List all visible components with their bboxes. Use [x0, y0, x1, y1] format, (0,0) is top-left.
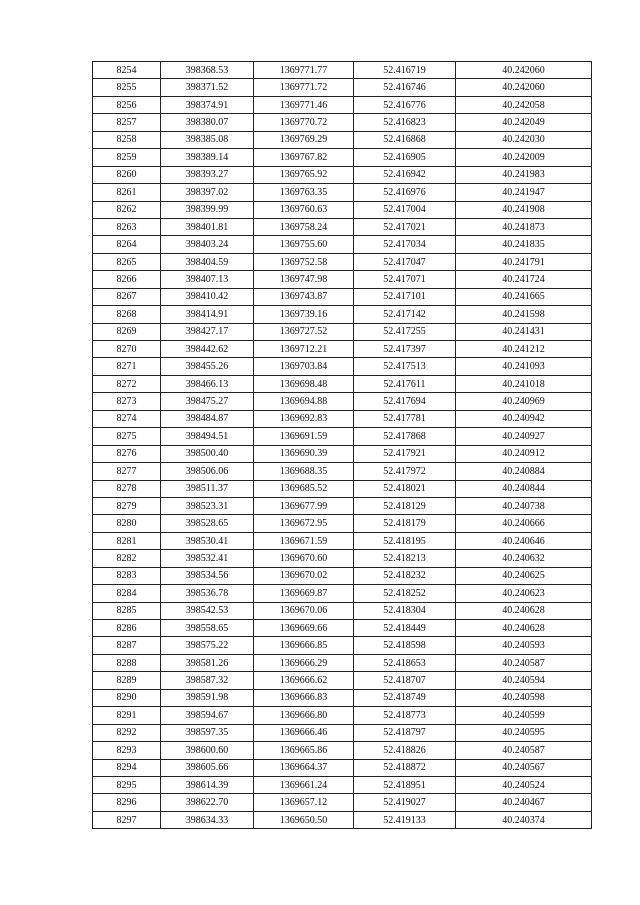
point-number-cell: 8295	[93, 776, 161, 793]
x-coordinate-cell: 398634.33	[161, 811, 254, 828]
table-row	[93, 585, 592, 602]
longitude-cell: 40.240595	[456, 724, 592, 741]
table-row	[93, 724, 592, 741]
x-coordinate-cell: 398494.51	[161, 428, 254, 445]
table-row	[93, 689, 592, 706]
y-coordinate-cell: 1369669.87	[254, 585, 354, 602]
y-coordinate-cell: 1369688.35	[254, 463, 354, 480]
latitude-cell: 52.416868	[354, 131, 456, 148]
longitude-cell: 40.240467	[456, 794, 592, 811]
x-coordinate-cell: 398466.13	[161, 375, 254, 392]
x-coordinate-cell: 398594.67	[161, 707, 254, 724]
y-coordinate-cell: 1369752.58	[254, 253, 354, 270]
y-coordinate-cell: 1369739.16	[254, 306, 354, 323]
point-number-cell: 8258	[93, 131, 161, 148]
x-coordinate-cell: 398506.06	[161, 463, 254, 480]
point-number-cell: 8290	[93, 689, 161, 706]
point-number-cell: 8273	[93, 393, 161, 410]
latitude-cell: 52.419133	[354, 811, 456, 828]
x-coordinate-cell: 398614.39	[161, 776, 254, 793]
longitude-cell: 40.242009	[456, 149, 592, 166]
x-coordinate-cell: 398389.14	[161, 149, 254, 166]
latitude-cell: 52.418797	[354, 724, 456, 741]
table-row	[93, 532, 592, 549]
x-coordinate-cell: 398575.22	[161, 637, 254, 654]
y-coordinate-cell: 1369650.50	[254, 811, 354, 828]
latitude-cell: 52.418129	[354, 497, 456, 514]
point-number-cell: 8277	[93, 463, 161, 480]
longitude-cell: 40.241873	[456, 218, 592, 235]
longitude-cell: 40.240598	[456, 689, 592, 706]
point-number-cell: 8256	[93, 96, 161, 113]
latitude-cell: 52.417255	[354, 323, 456, 340]
x-coordinate-cell: 398536.78	[161, 585, 254, 602]
x-coordinate-cell: 398511.37	[161, 480, 254, 497]
y-coordinate-cell: 1369666.62	[254, 672, 354, 689]
x-coordinate-cell: 398591.98	[161, 689, 254, 706]
longitude-cell: 40.241724	[456, 271, 592, 288]
y-coordinate-cell: 1369763.35	[254, 184, 354, 201]
x-coordinate-cell: 398500.40	[161, 445, 254, 462]
latitude-cell: 52.417397	[354, 341, 456, 358]
point-number-cell: 8292	[93, 724, 161, 741]
y-coordinate-cell: 1369666.29	[254, 654, 354, 671]
point-number-cell: 8275	[93, 428, 161, 445]
table-row	[93, 236, 592, 253]
x-coordinate-cell: 398484.87	[161, 410, 254, 427]
table-row	[93, 323, 592, 340]
y-coordinate-cell: 1369771.46	[254, 96, 354, 113]
y-coordinate-cell: 1369743.87	[254, 288, 354, 305]
x-coordinate-cell: 398600.60	[161, 742, 254, 759]
longitude-cell: 40.240593	[456, 637, 592, 654]
table-row	[93, 166, 592, 183]
table-row	[93, 550, 592, 567]
latitude-cell: 52.417142	[354, 306, 456, 323]
x-coordinate-cell: 398528.65	[161, 515, 254, 532]
point-number-cell: 8260	[93, 166, 161, 183]
x-coordinate-cell: 398393.27	[161, 166, 254, 183]
latitude-cell: 52.418653	[354, 654, 456, 671]
x-coordinate-cell: 398380.07	[161, 114, 254, 131]
y-coordinate-cell: 1369666.46	[254, 724, 354, 741]
table-row	[93, 306, 592, 323]
table-row	[93, 654, 592, 671]
longitude-cell: 40.240969	[456, 393, 592, 410]
y-coordinate-cell: 1369677.99	[254, 497, 354, 514]
longitude-cell: 40.241018	[456, 375, 592, 392]
table-row	[93, 497, 592, 514]
table-row	[93, 393, 592, 410]
point-number-cell: 8287	[93, 637, 161, 654]
latitude-cell: 52.417921	[354, 445, 456, 462]
point-number-cell: 8280	[93, 515, 161, 532]
longitude-cell: 40.240646	[456, 532, 592, 549]
latitude-cell: 52.417694	[354, 393, 456, 410]
x-coordinate-cell: 398385.08	[161, 131, 254, 148]
latitude-cell: 52.418304	[354, 602, 456, 619]
x-coordinate-cell: 398475.27	[161, 393, 254, 410]
point-number-cell: 8254	[93, 62, 161, 79]
latitude-cell: 52.417047	[354, 253, 456, 270]
y-coordinate-cell: 1369670.02	[254, 567, 354, 584]
latitude-cell: 52.417004	[354, 201, 456, 218]
table-row	[93, 620, 592, 637]
point-number-cell: 8262	[93, 201, 161, 218]
longitude-cell: 40.240942	[456, 410, 592, 427]
y-coordinate-cell: 1369694.88	[254, 393, 354, 410]
longitude-cell: 40.241983	[456, 166, 592, 183]
longitude-cell: 40.240628	[456, 620, 592, 637]
table-row	[93, 602, 592, 619]
point-number-cell: 8266	[93, 271, 161, 288]
y-coordinate-cell: 1369712.21	[254, 341, 354, 358]
point-number-cell: 8283	[93, 567, 161, 584]
point-number-cell: 8276	[93, 445, 161, 462]
table-row	[93, 149, 592, 166]
latitude-cell: 52.417611	[354, 375, 456, 392]
table-row	[93, 463, 592, 480]
x-coordinate-cell: 398414.91	[161, 306, 254, 323]
y-coordinate-cell: 1369690.39	[254, 445, 354, 462]
table-row	[93, 759, 592, 776]
longitude-cell: 40.240884	[456, 463, 592, 480]
y-coordinate-cell: 1369727.52	[254, 323, 354, 340]
x-coordinate-cell: 398542.53	[161, 602, 254, 619]
x-coordinate-cell: 398587.32	[161, 672, 254, 689]
longitude-cell: 40.240632	[456, 550, 592, 567]
longitude-cell: 40.240524	[456, 776, 592, 793]
point-number-cell: 8271	[93, 358, 161, 375]
y-coordinate-cell: 1369685.52	[254, 480, 354, 497]
longitude-cell: 40.240587	[456, 654, 592, 671]
table-row	[93, 811, 592, 828]
point-number-cell: 8297	[93, 811, 161, 828]
y-coordinate-cell: 1369670.60	[254, 550, 354, 567]
longitude-cell: 40.241431	[456, 323, 592, 340]
table-row	[93, 288, 592, 305]
point-number-cell: 8279	[93, 497, 161, 514]
longitude-cell: 40.240594	[456, 672, 592, 689]
x-coordinate-cell: 398605.66	[161, 759, 254, 776]
x-coordinate-cell: 398403.24	[161, 236, 254, 253]
table-row	[93, 253, 592, 270]
x-coordinate-cell: 398581.26	[161, 654, 254, 671]
table-row	[93, 515, 592, 532]
latitude-cell: 52.416976	[354, 184, 456, 201]
point-number-cell: 8272	[93, 375, 161, 392]
latitude-cell: 52.417513	[354, 358, 456, 375]
latitude-cell: 52.417034	[354, 236, 456, 253]
table-row	[93, 428, 592, 445]
y-coordinate-cell: 1369770.72	[254, 114, 354, 131]
table-row	[93, 271, 592, 288]
y-coordinate-cell: 1369747.98	[254, 271, 354, 288]
y-coordinate-cell: 1369771.77	[254, 62, 354, 79]
point-number-cell: 8270	[93, 341, 161, 358]
point-number-cell: 8282	[93, 550, 161, 567]
point-number-cell: 8255	[93, 79, 161, 96]
table-row	[93, 776, 592, 793]
y-coordinate-cell: 1369758.24	[254, 218, 354, 235]
table-row	[93, 96, 592, 113]
longitude-cell: 40.240912	[456, 445, 592, 462]
latitude-cell: 52.417781	[354, 410, 456, 427]
x-coordinate-cell: 398401.81	[161, 218, 254, 235]
longitude-cell: 40.241212	[456, 341, 592, 358]
latitude-cell: 52.418195	[354, 532, 456, 549]
longitude-cell: 40.240625	[456, 567, 592, 584]
point-number-cell: 8264	[93, 236, 161, 253]
latitude-cell: 52.416719	[354, 62, 456, 79]
table-row	[93, 114, 592, 131]
x-coordinate-cell: 398407.13	[161, 271, 254, 288]
latitude-cell: 52.417972	[354, 463, 456, 480]
point-number-cell: 8278	[93, 480, 161, 497]
table-row	[93, 131, 592, 148]
latitude-cell: 52.418213	[354, 550, 456, 567]
latitude-cell: 52.418232	[354, 567, 456, 584]
longitude-cell: 40.242030	[456, 131, 592, 148]
y-coordinate-cell: 1369665.86	[254, 742, 354, 759]
x-coordinate-cell: 398397.02	[161, 184, 254, 201]
longitude-cell: 40.240738	[456, 497, 592, 514]
y-coordinate-cell: 1369666.80	[254, 707, 354, 724]
latitude-cell: 52.417868	[354, 428, 456, 445]
table-row	[93, 341, 592, 358]
x-coordinate-cell: 398622.70	[161, 794, 254, 811]
latitude-cell: 52.418021	[354, 480, 456, 497]
latitude-cell: 52.416823	[354, 114, 456, 131]
longitude-cell: 40.240623	[456, 585, 592, 602]
latitude-cell: 52.418749	[354, 689, 456, 706]
x-coordinate-cell: 398558.65	[161, 620, 254, 637]
latitude-cell: 52.418707	[354, 672, 456, 689]
point-number-cell: 8263	[93, 218, 161, 235]
longitude-cell: 40.242060	[456, 62, 592, 79]
point-number-cell: 8269	[93, 323, 161, 340]
latitude-cell: 52.416746	[354, 79, 456, 96]
longitude-cell: 40.240927	[456, 428, 592, 445]
point-number-cell: 8259	[93, 149, 161, 166]
table-row	[93, 480, 592, 497]
x-coordinate-cell: 398404.59	[161, 253, 254, 270]
y-coordinate-cell: 1369661.24	[254, 776, 354, 793]
longitude-cell: 40.241598	[456, 306, 592, 323]
y-coordinate-cell: 1369657.12	[254, 794, 354, 811]
table-row	[93, 794, 592, 811]
y-coordinate-cell: 1369771.72	[254, 79, 354, 96]
y-coordinate-cell: 1369666.83	[254, 689, 354, 706]
y-coordinate-cell: 1369769.29	[254, 131, 354, 148]
table-row	[93, 218, 592, 235]
table-row	[93, 707, 592, 724]
y-coordinate-cell: 1369755.60	[254, 236, 354, 253]
latitude-cell: 52.418826	[354, 742, 456, 759]
point-number-cell: 8296	[93, 794, 161, 811]
x-coordinate-cell: 398374.91	[161, 96, 254, 113]
latitude-cell: 52.418872	[354, 759, 456, 776]
coordinates-table	[92, 61, 592, 829]
latitude-cell: 52.418951	[354, 776, 456, 793]
x-coordinate-cell: 398371.52	[161, 79, 254, 96]
table-row	[93, 201, 592, 218]
table-row	[93, 445, 592, 462]
table-row	[93, 184, 592, 201]
latitude-cell: 52.418598	[354, 637, 456, 654]
x-coordinate-cell: 398532.41	[161, 550, 254, 567]
longitude-cell: 40.240599	[456, 707, 592, 724]
table-row	[93, 375, 592, 392]
x-coordinate-cell: 398427.17	[161, 323, 254, 340]
latitude-cell: 52.418449	[354, 620, 456, 637]
longitude-cell: 40.240374	[456, 811, 592, 828]
point-number-cell: 8257	[93, 114, 161, 131]
latitude-cell: 52.417101	[354, 288, 456, 305]
point-number-cell: 8268	[93, 306, 161, 323]
latitude-cell: 52.417071	[354, 271, 456, 288]
longitude-cell: 40.241908	[456, 201, 592, 218]
x-coordinate-cell: 398530.41	[161, 532, 254, 549]
x-coordinate-cell: 398597.35	[161, 724, 254, 741]
latitude-cell: 52.419027	[354, 794, 456, 811]
point-number-cell: 8289	[93, 672, 161, 689]
table-row	[93, 62, 592, 79]
longitude-cell: 40.242060	[456, 79, 592, 96]
latitude-cell: 52.416905	[354, 149, 456, 166]
x-coordinate-cell: 398410.42	[161, 288, 254, 305]
table-row	[93, 672, 592, 689]
latitude-cell: 52.418179	[354, 515, 456, 532]
longitude-cell: 40.240844	[456, 480, 592, 497]
x-coordinate-cell: 398368.53	[161, 62, 254, 79]
point-number-cell: 8291	[93, 707, 161, 724]
table-row	[93, 358, 592, 375]
table-row	[93, 79, 592, 96]
point-number-cell: 8288	[93, 654, 161, 671]
point-number-cell: 8284	[93, 585, 161, 602]
x-coordinate-cell: 398523.31	[161, 497, 254, 514]
point-number-cell: 8267	[93, 288, 161, 305]
point-number-cell: 8261	[93, 184, 161, 201]
latitude-cell: 52.417021	[354, 218, 456, 235]
table-row	[93, 742, 592, 759]
y-coordinate-cell: 1369664.37	[254, 759, 354, 776]
table-row	[93, 637, 592, 654]
longitude-cell: 40.241791	[456, 253, 592, 270]
y-coordinate-cell: 1369703.84	[254, 358, 354, 375]
longitude-cell: 40.242058	[456, 96, 592, 113]
longitude-cell: 40.240628	[456, 602, 592, 619]
y-coordinate-cell: 1369760.63	[254, 201, 354, 218]
latitude-cell: 52.418773	[354, 707, 456, 724]
point-number-cell: 8294	[93, 759, 161, 776]
point-number-cell: 8274	[93, 410, 161, 427]
longitude-cell: 40.241665	[456, 288, 592, 305]
y-coordinate-cell: 1369765.92	[254, 166, 354, 183]
y-coordinate-cell: 1369669.66	[254, 620, 354, 637]
longitude-cell: 40.240666	[456, 515, 592, 532]
y-coordinate-cell: 1369670.06	[254, 602, 354, 619]
longitude-cell: 40.241093	[456, 358, 592, 375]
point-number-cell: 8286	[93, 620, 161, 637]
x-coordinate-cell: 398534.56	[161, 567, 254, 584]
table-row	[93, 567, 592, 584]
y-coordinate-cell: 1369672.95	[254, 515, 354, 532]
point-number-cell: 8281	[93, 532, 161, 549]
x-coordinate-cell: 398455.26	[161, 358, 254, 375]
longitude-cell: 40.242049	[456, 114, 592, 131]
y-coordinate-cell: 1369692.83	[254, 410, 354, 427]
y-coordinate-cell: 1369671.59	[254, 532, 354, 549]
y-coordinate-cell: 1369666.85	[254, 637, 354, 654]
longitude-cell: 40.241947	[456, 184, 592, 201]
y-coordinate-cell: 1369698.48	[254, 375, 354, 392]
x-coordinate-cell: 398442.62	[161, 341, 254, 358]
x-coordinate-cell: 398399.99	[161, 201, 254, 218]
point-number-cell: 8293	[93, 742, 161, 759]
longitude-cell: 40.240587	[456, 742, 592, 759]
latitude-cell: 52.416776	[354, 96, 456, 113]
y-coordinate-cell: 1369767.82	[254, 149, 354, 166]
point-number-cell: 8265	[93, 253, 161, 270]
coordinates-table-body	[93, 62, 592, 829]
y-coordinate-cell: 1369691.59	[254, 428, 354, 445]
table-row	[93, 410, 592, 427]
latitude-cell: 52.416942	[354, 166, 456, 183]
longitude-cell: 40.240567	[456, 759, 592, 776]
latitude-cell: 52.418252	[354, 585, 456, 602]
longitude-cell: 40.241835	[456, 236, 592, 253]
point-number-cell: 8285	[93, 602, 161, 619]
